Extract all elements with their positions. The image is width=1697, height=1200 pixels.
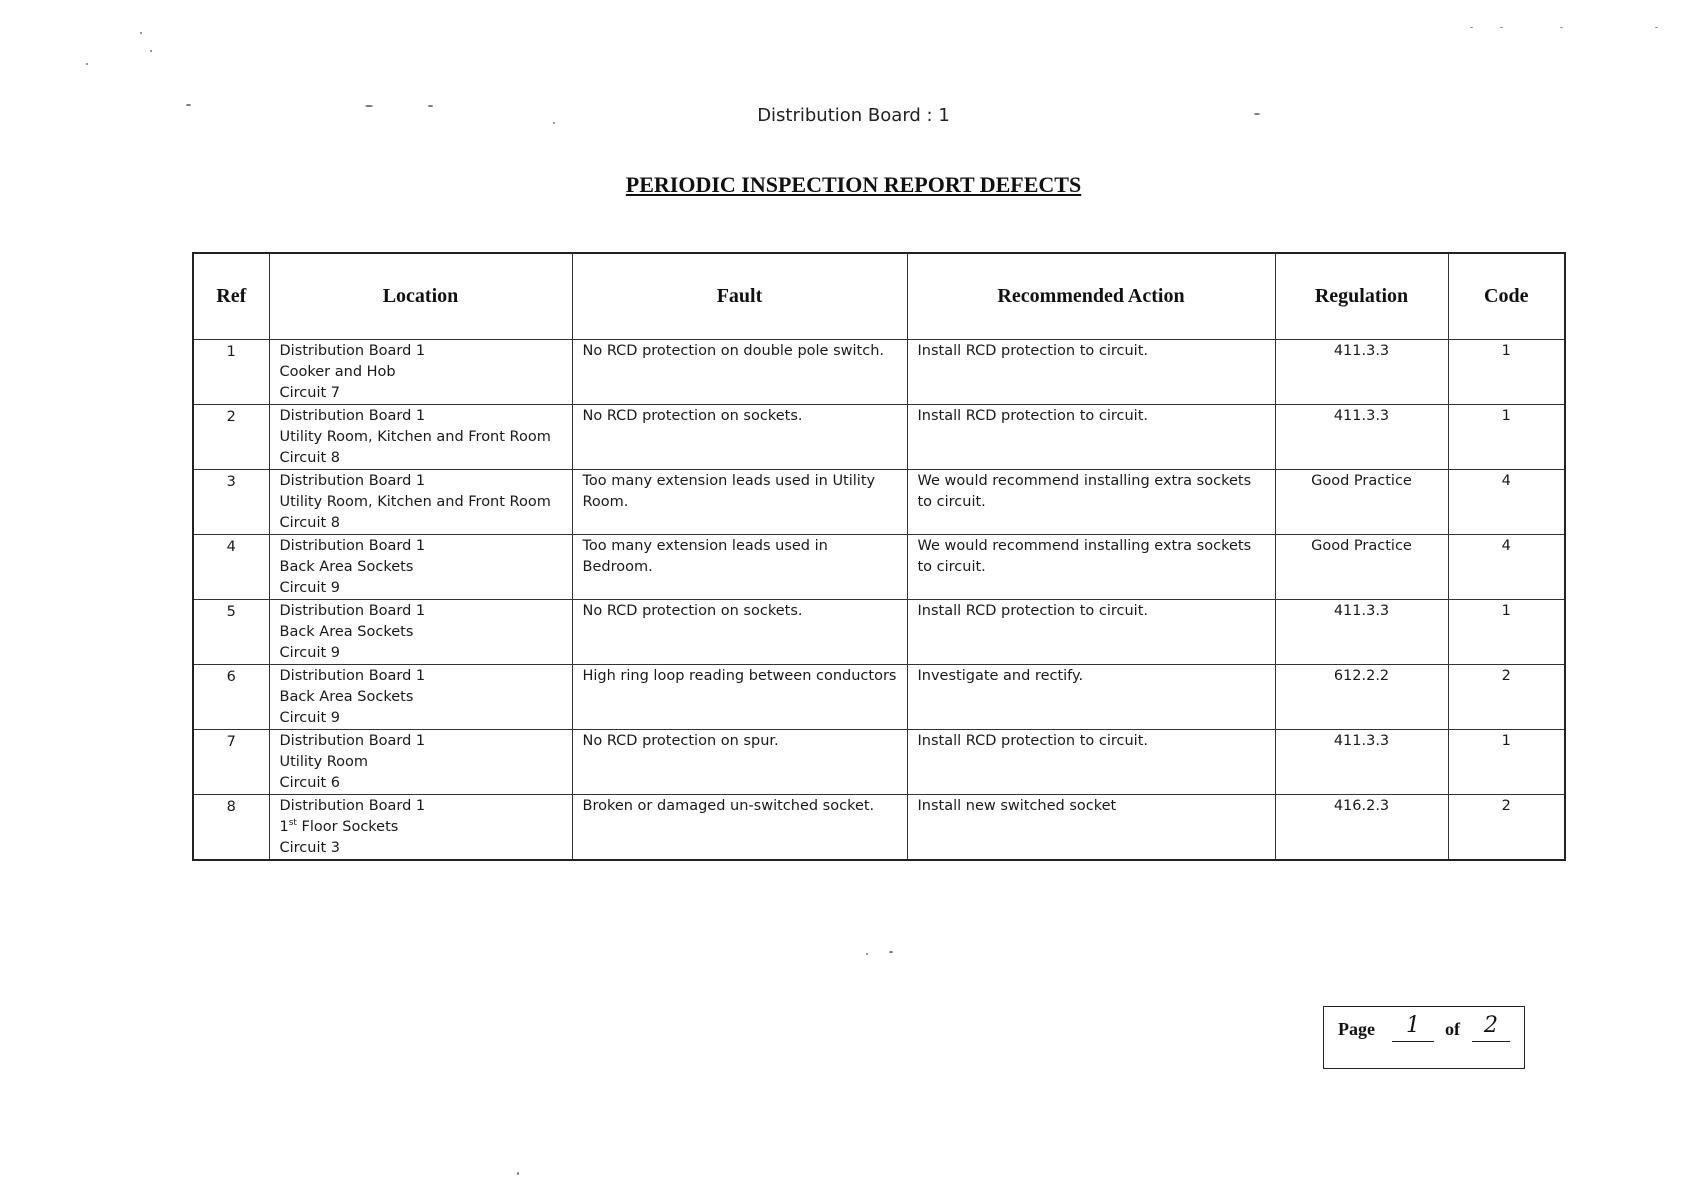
cell-recommended-action: Install RCD protection to circuit. xyxy=(907,405,1275,470)
location-line: Back Area Sockets xyxy=(279,624,414,640)
defects-table xyxy=(192,252,1566,861)
location-line-floor xyxy=(280,817,562,838)
column-header-code: Code xyxy=(1448,253,1565,340)
location-line: Distribution Board 1 xyxy=(279,538,426,554)
table-row xyxy=(193,340,1565,405)
cell-ref: 2 xyxy=(193,405,269,470)
location-line: Utility Room xyxy=(279,754,369,770)
scan-speck xyxy=(428,105,433,107)
cell-fault: No RCD protection on sockets. xyxy=(572,600,907,665)
location-line: Distribution Board 1 xyxy=(279,603,426,619)
location-line: Circuit 3 xyxy=(279,840,341,856)
cell-ref: 3 xyxy=(193,470,269,535)
location-line: Back Area Sockets xyxy=(279,689,414,705)
cell-ref: 5 xyxy=(193,600,269,665)
cell-regulation: 411.3.3 xyxy=(1275,600,1448,665)
cell-fault: No RCD protection on sockets. xyxy=(572,405,907,470)
location-line: Circuit 8 xyxy=(279,450,341,466)
table-row xyxy=(193,665,1565,730)
scan-speck xyxy=(1560,27,1563,28)
table-row xyxy=(193,470,1565,535)
cell-recommended-action: We would recommend installing extra sockets to circuit. xyxy=(907,535,1275,600)
cell-fault: Too many extension leads used in Utility Room. xyxy=(572,470,907,535)
page-number-box xyxy=(1323,1006,1525,1069)
page-label: Page xyxy=(1338,1019,1375,1039)
location-line: Circuit 7 xyxy=(279,385,341,401)
cell-regulation: 416.2.3 xyxy=(1275,795,1448,861)
cell-code: 1 xyxy=(1448,405,1565,470)
location-line: Distribution Board 1 xyxy=(279,343,426,359)
scan-speck xyxy=(186,104,191,106)
cell-recommended-action: Investigate and rectify. xyxy=(907,665,1275,730)
cell-location xyxy=(269,730,572,795)
cell-fault: Broken or damaged un-switched socket. xyxy=(572,795,907,861)
cell-ref: 1 xyxy=(193,340,269,405)
location-line: Distribution Board 1 xyxy=(279,473,426,489)
cell-regulation: Good Practice xyxy=(1275,535,1448,600)
cell-ref: 7 xyxy=(193,730,269,795)
location-line: Distribution Board 1 xyxy=(279,668,426,684)
floor-number: 1 xyxy=(279,819,289,835)
report-title: PERIODIC INSPECTION REPORT DEFECTS xyxy=(625,172,1082,197)
cell-fault: No RCD protection on double pole switch. xyxy=(572,340,907,405)
cell-code: 1 xyxy=(1448,730,1565,795)
cell-fault: No RCD protection on spur. xyxy=(572,730,907,795)
cell-location xyxy=(269,795,572,861)
cell-fault: Too many extension leads used in Bedroom. xyxy=(572,535,907,600)
cell-location xyxy=(269,470,572,535)
cell-recommended-action: Install new switched socket xyxy=(907,795,1275,861)
location-line: Utility Room, Kitchen and Front Room xyxy=(279,429,551,445)
cell-recommended-action: Install RCD protection to circuit. xyxy=(907,600,1275,665)
cell-ref: 6 xyxy=(193,665,269,730)
location-line: Circuit 9 xyxy=(279,580,341,596)
scan-speck xyxy=(86,63,88,65)
table-row xyxy=(193,600,1565,665)
cell-recommended-action: Install RCD protection to circuit. xyxy=(907,340,1275,405)
cell-location xyxy=(269,405,572,470)
table-row xyxy=(193,795,1565,861)
cell-location xyxy=(269,600,572,665)
cell-code: 2 xyxy=(1448,795,1565,861)
table-row xyxy=(193,405,1565,470)
cell-code: 1 xyxy=(1448,600,1565,665)
column-header-ref: Ref xyxy=(193,253,269,340)
scan-speck xyxy=(150,50,152,52)
location-line: Circuit 9 xyxy=(279,645,341,661)
cell-recommended-action: We would recommend installing extra sockets to circuit. xyxy=(907,470,1275,535)
page-current-handwritten: 1 xyxy=(1392,1013,1434,1042)
table-row xyxy=(193,730,1565,795)
cell-location xyxy=(269,535,572,600)
cell-regulation: 411.3.3 xyxy=(1275,730,1448,795)
cell-regulation: 612.2.2 xyxy=(1275,665,1448,730)
floor-rest: Floor Sockets xyxy=(296,819,399,835)
scan-speck xyxy=(1254,113,1260,115)
table-row xyxy=(193,535,1565,600)
cell-ref: 4 xyxy=(193,535,269,600)
location-line: Circuit 8 xyxy=(279,515,341,531)
scan-speck xyxy=(889,951,893,953)
scan-speck xyxy=(365,105,373,107)
location-line: Back Area Sockets xyxy=(279,559,414,575)
of-label: of xyxy=(1445,1019,1460,1039)
column-header-fault: Fault xyxy=(572,253,907,340)
location-line: Distribution Board 1 xyxy=(279,798,426,814)
cell-regulation: Good Practice xyxy=(1275,470,1448,535)
cell-ref: 8 xyxy=(193,795,269,861)
column-header-location: Location xyxy=(269,253,572,340)
location-line: Utility Room, Kitchen and Front Room xyxy=(279,494,551,510)
page-total-handwritten: 2 xyxy=(1472,1013,1510,1042)
scan-speck xyxy=(1500,27,1503,28)
cell-location xyxy=(269,665,572,730)
cell-location xyxy=(269,340,572,405)
location-line: Cooker and Hob xyxy=(279,364,396,380)
table-header-row xyxy=(193,253,1565,340)
scan-speck xyxy=(553,122,555,124)
scan-speck xyxy=(1655,27,1658,28)
column-header-regulation: Regulation xyxy=(1275,253,1448,340)
cell-regulation: 411.3.3 xyxy=(1275,340,1448,405)
cell-code: 2 xyxy=(1448,665,1565,730)
scan-speck xyxy=(517,1172,519,1175)
location-line: Circuit 9 xyxy=(279,710,341,726)
location-line: Distribution Board 1 xyxy=(279,408,426,424)
ordinal-suffix: st xyxy=(288,818,297,829)
cell-recommended-action: Install RCD protection to circuit. xyxy=(907,730,1275,795)
column-header-recommended-action: Recommended Action xyxy=(907,253,1275,340)
location-line: Distribution Board 1 xyxy=(279,733,426,749)
cell-code: 1 xyxy=(1448,340,1565,405)
cell-fault: High ring loop reading between conductors xyxy=(572,665,907,730)
board-heading: Distribution Board : 1 xyxy=(757,105,950,126)
cell-regulation: 411.3.3 xyxy=(1275,405,1448,470)
cell-code: 4 xyxy=(1448,535,1565,600)
scan-speck xyxy=(866,953,868,955)
scan-speck xyxy=(140,32,142,34)
location-line: Circuit 6 xyxy=(279,775,341,791)
scan-speck xyxy=(1470,27,1473,28)
cell-code: 4 xyxy=(1448,470,1565,535)
